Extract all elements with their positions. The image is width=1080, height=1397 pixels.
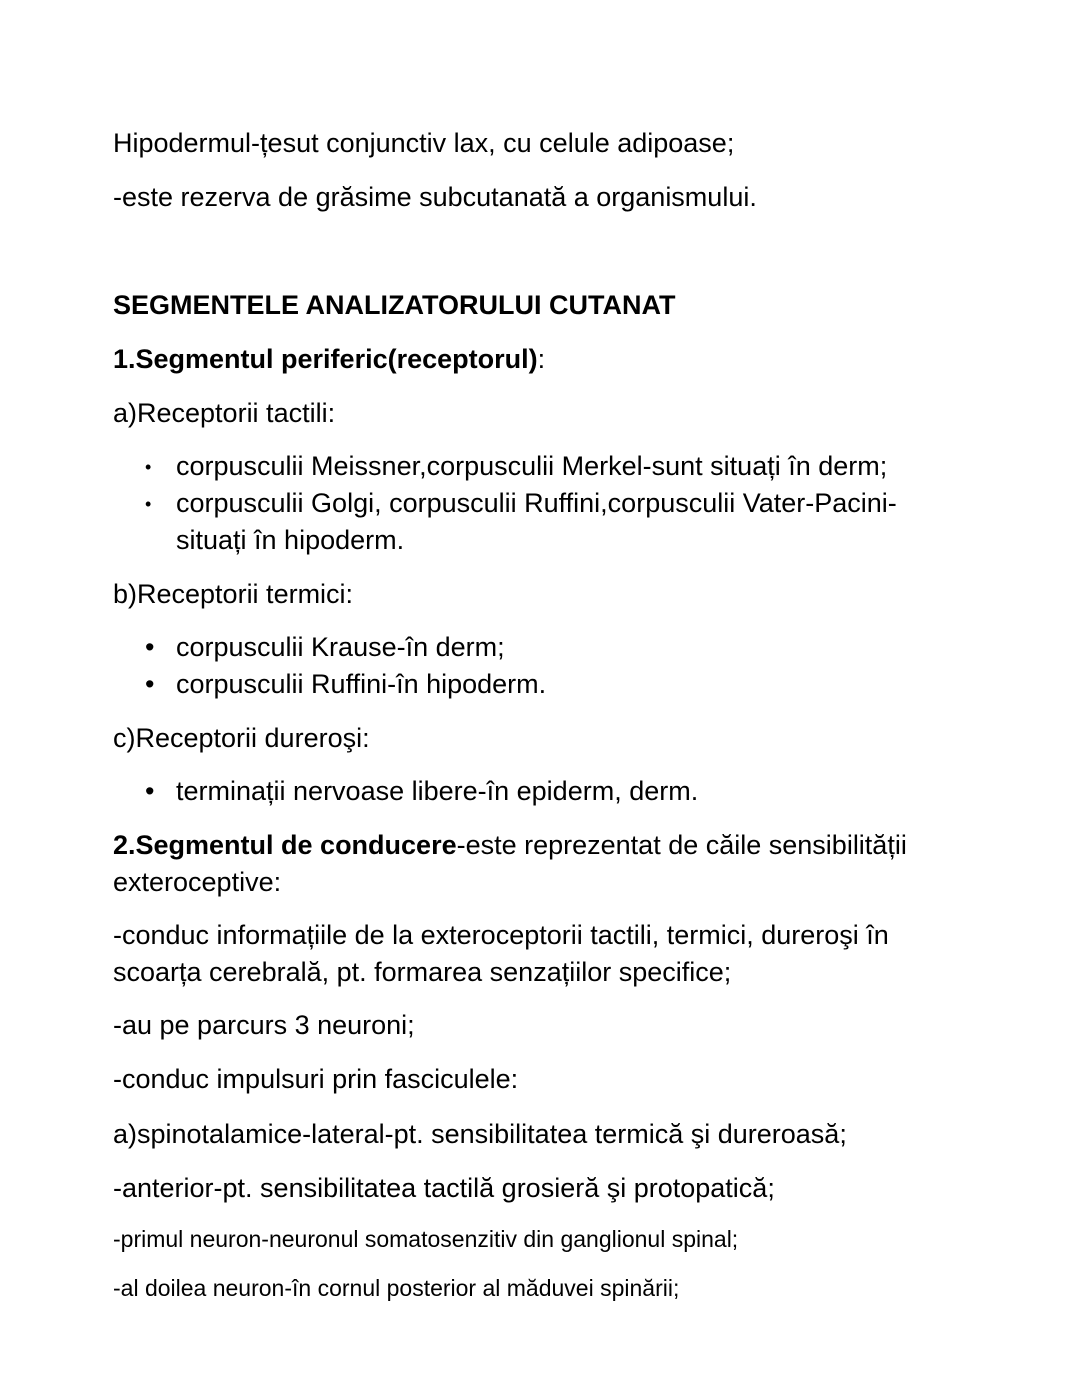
segment1-colon: : [537,344,546,374]
segment2-line-6: -anterior-pt. sensibilitatea tactilă grosieră şi protopatică; [113,1173,775,1203]
section-heading: SEGMENTELE ANALIZATORULUI CUTANAT [113,290,676,320]
pain-item-1: terminații nervoase libere-în epiderm, derm. [176,776,699,806]
intro-line-1: Hipodermul-țesut conjunctiv lax, cu celule adipoase; [113,128,735,158]
segment1-title: 1.Segmentul periferic(receptorul) [113,344,538,374]
tactile-item-2: corpusculii Golgi, corpusculii Ruffini,corpusculii Vater-Pacini- [176,488,897,518]
segment2-line-1: -conduc informațiile de la exteroceptorii tactili, termici, dureroşi în [113,920,889,950]
segment2-line-4: -conduc impulsuri prin fasciculele: [113,1064,519,1094]
bullet-icon: • [145,776,155,806]
bullet-icon: • [145,669,155,699]
bullet-icon: • [145,457,152,477]
tactile-item-2-cont: situați în hipoderm. [176,525,405,555]
tactile-item-1: corpusculii Meissner,corpusculii Merkel-sunt situați în derm; [176,451,888,481]
segment2-title-line [113,827,907,863]
thermal-item-2: corpusculii Ruffini-în hipoderm. [176,669,547,699]
pain-label: c)Receptorii dureroşi: [113,723,370,753]
segment2-rest: -este reprezentat de căile sensibilității [456,830,907,860]
thermal-label: b)Receptorii termici: [113,579,354,609]
tactile-label: a)Receptorii tactili: [113,398,336,428]
segment2-line-3: -au pe parcurs 3 neuroni; [113,1010,415,1040]
segment2-rest-cont: exteroceptive: [113,867,282,897]
intro-line-2: -este rezerva de grăsime subcutanată a organismului. [113,182,757,212]
segment2-line-8: -al doilea neuron-în cornul posterior al măduvei spinării; [113,1275,680,1301]
segment2-line-5: a)spinotalamice-lateral-pt. sensibilitatea termică şi dureroasă; [113,1119,847,1149]
segment2-line-2: scoarța cerebrală, pt. formarea senzațiilor specifice; [113,957,732,987]
thermal-item-1: corpusculii Krause-în derm; [176,632,505,662]
segment2-line-7: -primul neuron-neuronul somatosenzitiv din ganglionul spinal; [113,1226,739,1252]
segment1-title-line [113,341,545,377]
bullet-icon: • [145,494,152,514]
segment2-title: 2.Segmentul de conducere [113,830,457,860]
bullet-icon: • [145,632,155,662]
